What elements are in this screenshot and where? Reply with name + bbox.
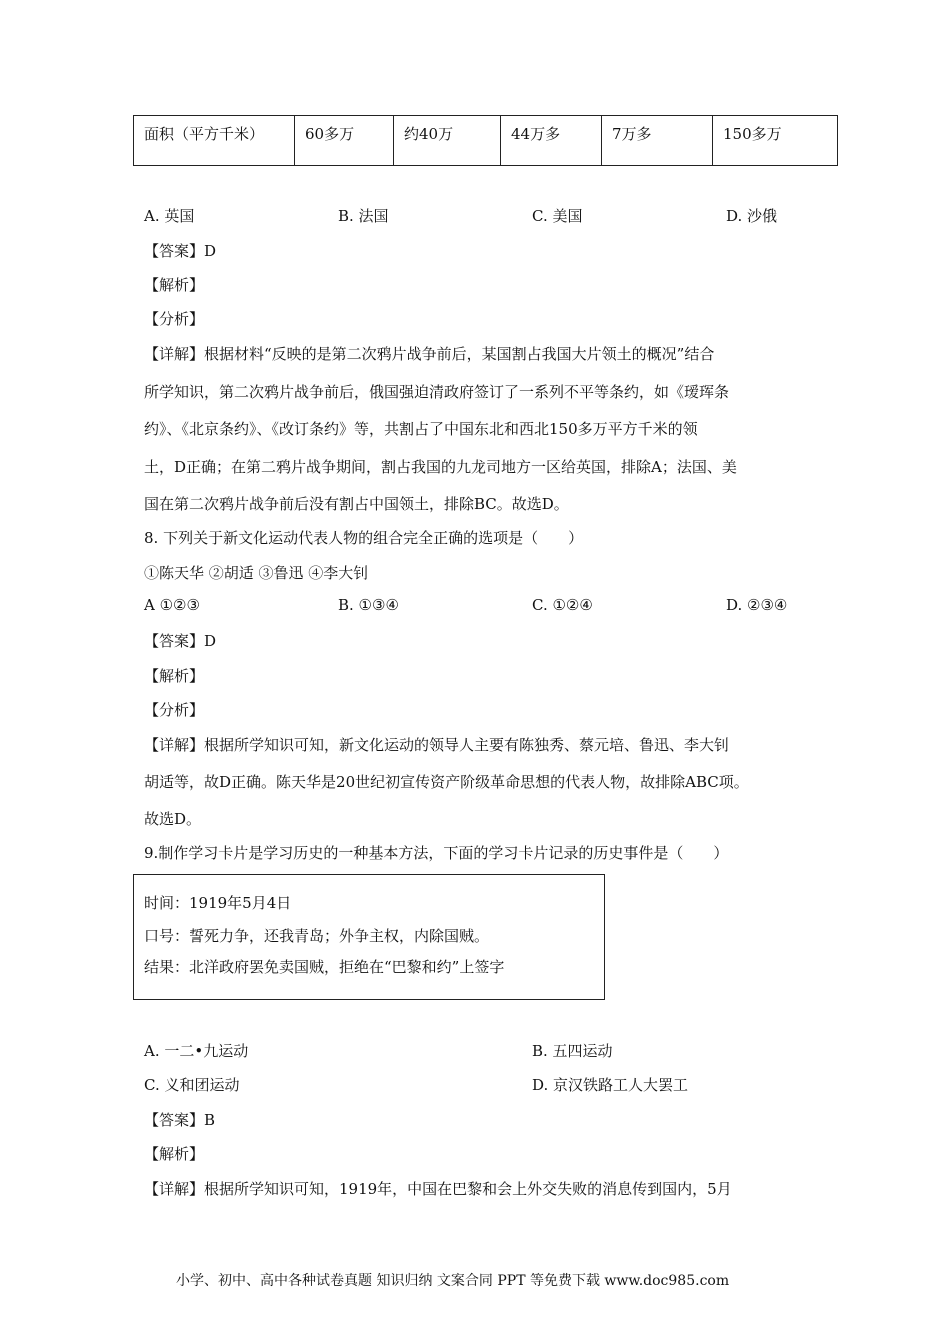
q7-detail-line: 【详解】根据材料“反映的是第二次鸦片战争前后，某国割占我国大片领土的概况”结合 — [144, 345, 715, 363]
card-time: 时间：1919年5月4日 — [144, 894, 292, 912]
q8-fenxi: 【分析】 — [144, 701, 205, 719]
q7-detail-line: 约》、《北京条约》、《改订条约》等，共割占了中国东北和西北150多万平方千米的领 — [144, 420, 698, 438]
table-cell: 7万多 — [602, 116, 713, 166]
q7-option-b: B. 法国 — [338, 207, 389, 225]
table-cell: 约40万 — [394, 116, 501, 166]
q7-detail-line: 国在第二次鸦片战争前后没有割占中国领土，排除BC。故选D。 — [144, 495, 569, 513]
q7-answer: 【答案】D — [144, 242, 217, 260]
q9-option-d: D. 京汉铁路工人大罢工 — [532, 1076, 689, 1094]
q8-option-b: B. ①③④ — [338, 596, 399, 614]
table-cell: 150多万 — [713, 116, 838, 166]
table-cell: 面积（平方千米） — [134, 116, 295, 166]
table-row — [134, 116, 838, 166]
q7-option-c: C. 美国 — [532, 207, 583, 225]
area-table — [133, 115, 838, 166]
q9-option-c: C. 义和团运动 — [144, 1076, 240, 1094]
table-cell: 44万多 — [501, 116, 602, 166]
q9-option-a: A. 一二•九运动 — [144, 1042, 249, 1060]
q7-option-d: D. 沙俄 — [726, 207, 778, 225]
q8-option-a: A ①②③ — [144, 596, 200, 614]
card-result: 结果：北洋政府罢免卖国贼，拒绝在“巴黎和约”上签字 — [144, 958, 505, 976]
q8-option-d: D. ②③④ — [726, 596, 788, 614]
q7-fenxi: 【分析】 — [144, 310, 205, 328]
q8-detail-line: 【详解】根据所学知识可知，新文化运动的领导人主要有陈独秀、蔡元培、鲁迅、李大钊 — [144, 736, 730, 754]
q8-detail-line: 故选D。 — [144, 810, 202, 828]
q9-answer: 【答案】B — [144, 1111, 216, 1129]
card-slogan: 口号：誓死力争，还我青岛；外争主权，内除国贼。 — [144, 927, 490, 945]
q8-question: 8. 下列关于新文化运动代表人物的组合完全正确的选项是（ ） — [144, 529, 584, 547]
q8-jiexi: 【解析】 — [144, 667, 205, 685]
q7-jiexi: 【解析】 — [144, 276, 205, 294]
q9-jiexi: 【解析】 — [144, 1145, 205, 1163]
q7-detail-line: 土，D正确；在第二鸦片战争期间，割占我国的九龙司地方一区给英国，排除A；法国、美 — [144, 458, 737, 476]
q8-option-c: C. ①②④ — [532, 596, 593, 614]
table-cell: 60多万 — [295, 116, 394, 166]
q8-detail-line: 胡适等，故D正确。陈天华是20世纪初宣传资产阶级革命思想的代表人物，故排除ABC项。 — [144, 773, 749, 791]
q8-answer: 【答案】D — [144, 632, 217, 650]
q7-option-a: A. 英国 — [144, 207, 195, 225]
q7-detail-line: 所学知识，第二次鸦片战争前后，俄国强迫清政府签订了一系列不平等条约，如《瑷珲条 — [144, 383, 730, 401]
q9-option-b: B. 五四运动 — [532, 1042, 613, 1060]
study-card — [133, 874, 605, 1000]
q9-question: 9.制作学习卡片是学习历史的一种基本方法，下面的学习卡片记录的历史事件是（ ） — [144, 844, 729, 862]
q8-items: ①陈天华 ②胡适 ③鲁迅 ④李大钊 — [144, 564, 369, 582]
q9-detail-line: 【详解】根据所学知识可知，1919年，中国在巴黎和会上外交失败的消息传到国内，5月 — [144, 1180, 732, 1198]
page-footer: 小学、初中、高中各种试卷真题 知识归纳 文案合同 PPT 等免费下载 www.doc985.com — [176, 1273, 730, 1289]
